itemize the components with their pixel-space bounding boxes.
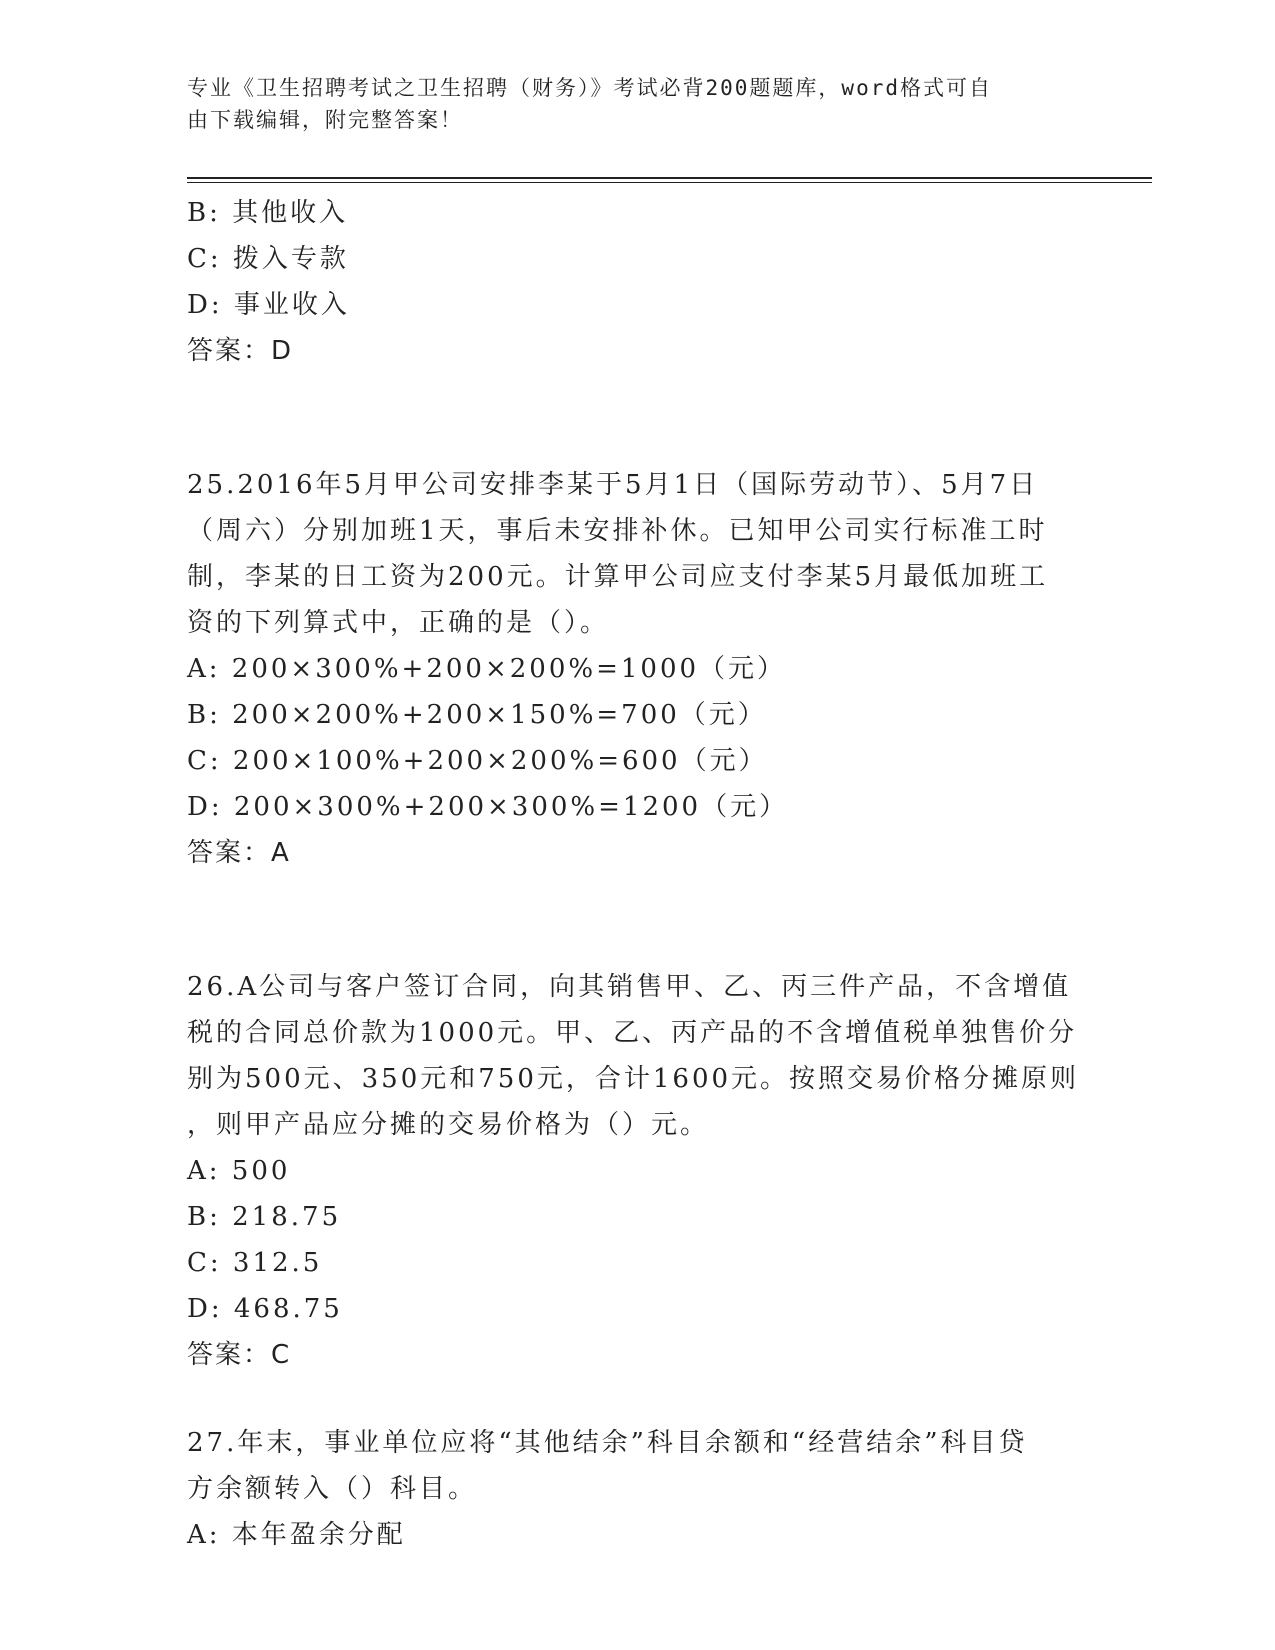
question-stem-line: 别为500元、350元和750元，合计1600元。按照交易价格分摊原则 [187,1064,1080,1094]
header-title-line-2: 由下载编辑，附完整答案！ [187,108,463,132]
option-a: A: 本年盈余分配 [187,1520,406,1550]
question-stem-line: （周六）分别加班1天，事后未安排补休。已知甲公司实行标准工时 [187,516,1048,546]
option-b: B: 218.75 [187,1202,342,1232]
option-b: B: 其他收入 [187,198,349,228]
option-a: A: 500 [187,1156,291,1186]
option-c: C: 拨入专款 [187,244,349,274]
question-stem-line: ，则甲产品应分摊的交易价格为（）元。 [187,1110,710,1140]
header-title-line-1: 专业《卫生招聘考试之卫生招聘（财务）》考试必背200题题库，word格式可自 [187,76,992,100]
header-divider-thin [187,182,1152,183]
option-d: D: 468.75 [187,1294,343,1324]
question-list [187,190,1087,1558]
document-header [187,72,1067,136]
option-c: C: 200×100%+200×200%=600（元） [187,746,768,776]
option-a: A: 200×300%+200×200%=1000（元） [187,654,787,684]
spacer [187,876,1087,964]
answer-line: 答案：D [187,336,294,366]
header-divider-thick [187,177,1152,179]
answer-line: 答案：A [187,838,291,868]
answer-line: 答案：C [187,1340,292,1370]
question-27 [187,1420,1087,1558]
question-stem-line: 税的合同总价款为1000元。甲、乙、丙产品的不含增值税单独售价分 [187,1018,1078,1048]
spacer [187,1378,1087,1420]
option-c: C: 312.5 [187,1248,323,1278]
question-stem-line: 27.年末，事业单位应将“其他结余”科目余额和“经营结余”科目贷 [187,1428,1028,1458]
spacer [187,374,1087,462]
question-25 [187,462,1087,876]
question-stem-line: 25.2016年5月甲公司安排李某于5月1日（国际劳动节）、5月7日 [187,470,1039,500]
question-24 [187,190,1087,374]
option-d: D: 200×300%+200×300%=1200（元） [187,792,789,822]
question-stem-line: 资的下列算式中，正确的是（）。 [187,608,610,638]
question-26 [187,964,1087,1378]
option-b: B: 200×200%+200×150%=700（元） [187,700,767,730]
question-stem-line: 方余额转入（）科目。 [187,1474,478,1504]
question-stem-line: 制，李某的日工资为200元。计算甲公司应支付李某5月最低加班工 [187,562,1049,592]
option-d: D: 事业收入 [187,290,350,320]
question-stem-line: 26.A公司与客户签订合同，向其销售甲、乙、丙三件产品，不含增值 [187,972,1072,1002]
